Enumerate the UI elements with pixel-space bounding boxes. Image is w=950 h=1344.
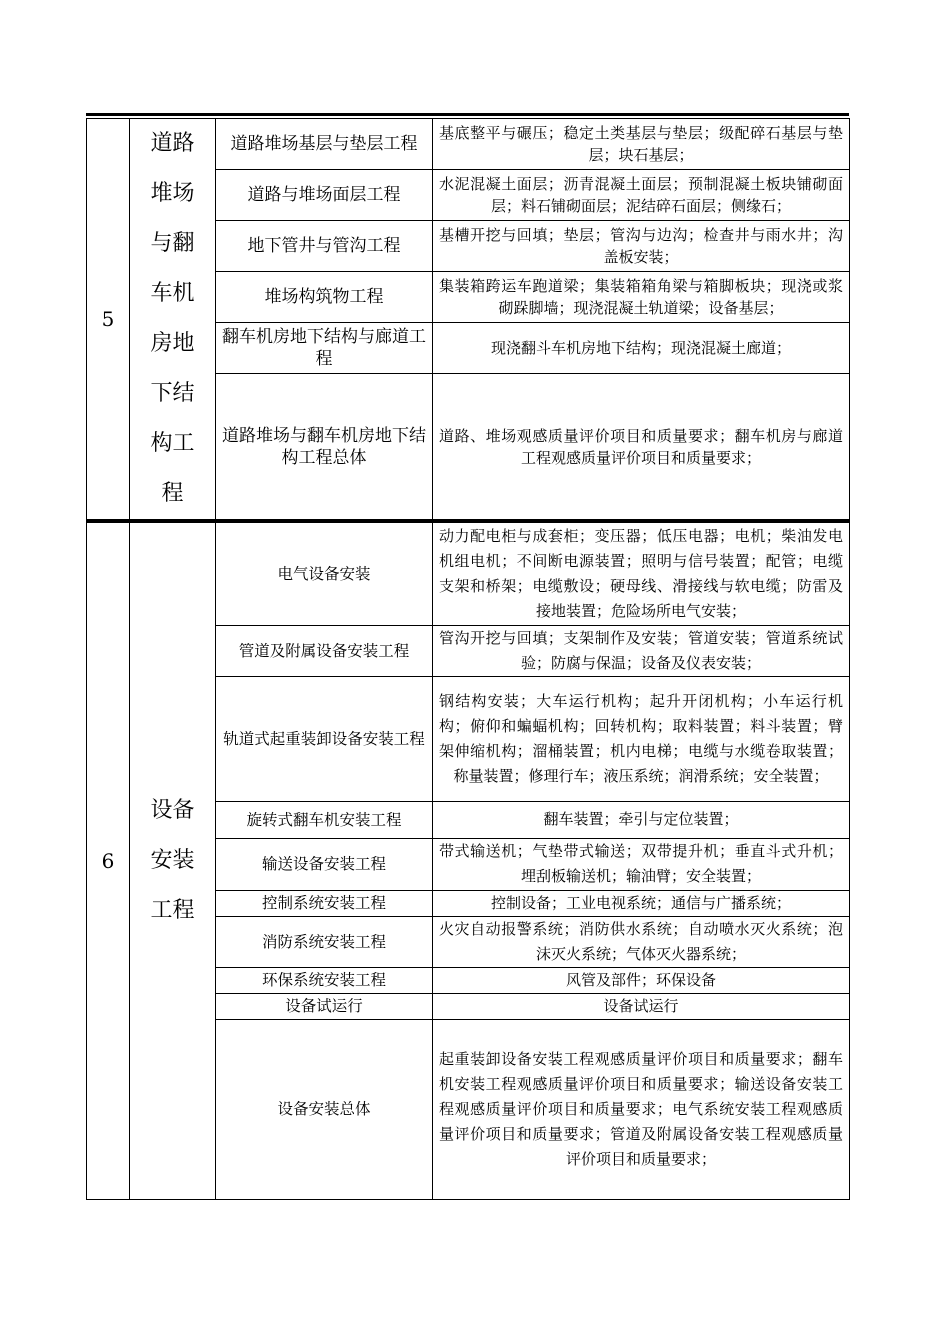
section-number: 5 xyxy=(87,119,130,522)
category-line: 道路 xyxy=(150,131,195,156)
sub-item: 设备安装总体 xyxy=(216,1019,433,1199)
category-line: 房地 xyxy=(150,331,195,356)
sub-item: 道路与堆场面层工程 xyxy=(216,170,433,221)
item-description: 基底整平与碾压；稳定土类基层与垫层；级配碎石基层与垫层；块石基层； xyxy=(433,119,850,170)
sub-item: 道路堆场与翻车机房地下结构工程总体 xyxy=(216,374,433,521)
sub-item: 输送设备安装工程 xyxy=(216,838,433,890)
item-description: 带式输送机；气垫带式输送；双带提升机；垂直斗式升机；埋刮板输送机；输油臂；安全装置； xyxy=(433,838,850,890)
category-line: 堆场 xyxy=(150,181,195,206)
category-line: 构工 xyxy=(150,431,195,456)
item-description: 集装箱跨运车跑道梁；集装箱箱角梁与箱脚板块；现浇或浆砌跺脚墙；现浇混凝土轨道梁；设备基层； xyxy=(433,272,850,323)
sub-item: 设备试运行 xyxy=(216,993,433,1019)
sub-item: 电气设备安装 xyxy=(216,521,433,625)
item-description: 起重装卸设备安装工程观感质量评价项目和质量要求；翻车机安装工程观感质量评价项目和质量要求；输送设备安装工程观感质量评价项目和质量要求；电气系统安装工程观感质量评价项目和质量要求；管道及附属设备安装工程观感质量评价项目和质量要求； xyxy=(433,1019,850,1199)
sub-item: 道路堆场基层与垫层工程 xyxy=(216,119,433,170)
sub-item: 轨道式起重装卸设备安装工程 xyxy=(216,676,433,801)
item-description: 翻车装置；牵引与定位装置； xyxy=(433,801,850,838)
item-description: 管沟开挖与回填；支架制作及安装；管道安装；管道系统试验；防腐与保温；设备及仪表安装； xyxy=(433,625,850,676)
sub-item: 地下管井与管沟工程 xyxy=(216,221,433,272)
category-line: 下结 xyxy=(150,381,195,406)
sub-item: 消防系统安装工程 xyxy=(216,916,433,967)
item-description: 道路、堆场观感质量评价项目和质量要求；翻车机房与廊道工程观感质量评价项目和质量要求； xyxy=(433,374,850,521)
table-row xyxy=(87,521,850,625)
category-line: 工程 xyxy=(150,897,195,923)
item-description: 火灾自动报警系统；消防供水系统；自动喷水灭火系统；泡沫灭火系统；气体灭火器系统； xyxy=(433,916,850,967)
category-line: 与翻 xyxy=(150,231,195,256)
category-line: 车机 xyxy=(150,281,195,306)
section-category xyxy=(130,119,216,522)
section-category xyxy=(130,521,216,1199)
category-line: 设备 xyxy=(150,797,195,823)
sub-item: 环保系统安装工程 xyxy=(216,967,433,993)
item-description: 动力配电柜与成套柜；变压器；低压电器；电机；柴油发电机组电机；不间断电源装置；照明与信号装置；配管；电缆支架和桥架；电缆敷设；硬母线、滑接线与软电缆；防雷及接地装置；危险场所电气安装； xyxy=(433,521,850,625)
sub-item: 管道及附属设备安装工程 xyxy=(216,625,433,676)
item-description: 风管及部件；环保设备 xyxy=(433,967,850,993)
sub-item: 堆场构筑物工程 xyxy=(216,272,433,323)
top-rule xyxy=(86,113,849,116)
item-description: 基槽开挖与回填；垫层；管沟与边沟；检查井与雨水井；沟盖板安装； xyxy=(433,221,850,272)
item-description: 水泥混凝土面层；沥青混凝土面层；预制混凝土板块铺砌面层；料石铺砌面层；泥结碎石面层；侧缘石； xyxy=(433,170,850,221)
sub-item: 控制系统安装工程 xyxy=(216,890,433,916)
section-number: 6 xyxy=(87,521,130,1199)
sub-item: 翻车机房地下结构与廊道工程 xyxy=(216,323,433,374)
table-row xyxy=(87,119,850,170)
sub-item: 旋转式翻车机安装工程 xyxy=(216,801,433,838)
category-line: 安装 xyxy=(150,847,195,873)
quality-evaluation-table xyxy=(86,118,850,1200)
category-line: 程 xyxy=(161,481,184,506)
item-description: 控制设备；工业电视系统；通信与广播系统； xyxy=(433,890,850,916)
item-description: 设备试运行 xyxy=(433,993,850,1019)
item-description: 钢结构安装；大车运行机构；起升开闭机构；小车运行机构；俯仰和蝙蝠机构；回转机构；取料装置；料斗装置；臂架伸缩机构；溜桶装置；机内电梯；电缆与水缆卷取装置；称量装置；修理行车；液压系统；润滑系统；安全装置； xyxy=(433,676,850,801)
item-description: 现浇翻斗车机房地下结构；现浇混凝土廊道； xyxy=(433,323,850,374)
